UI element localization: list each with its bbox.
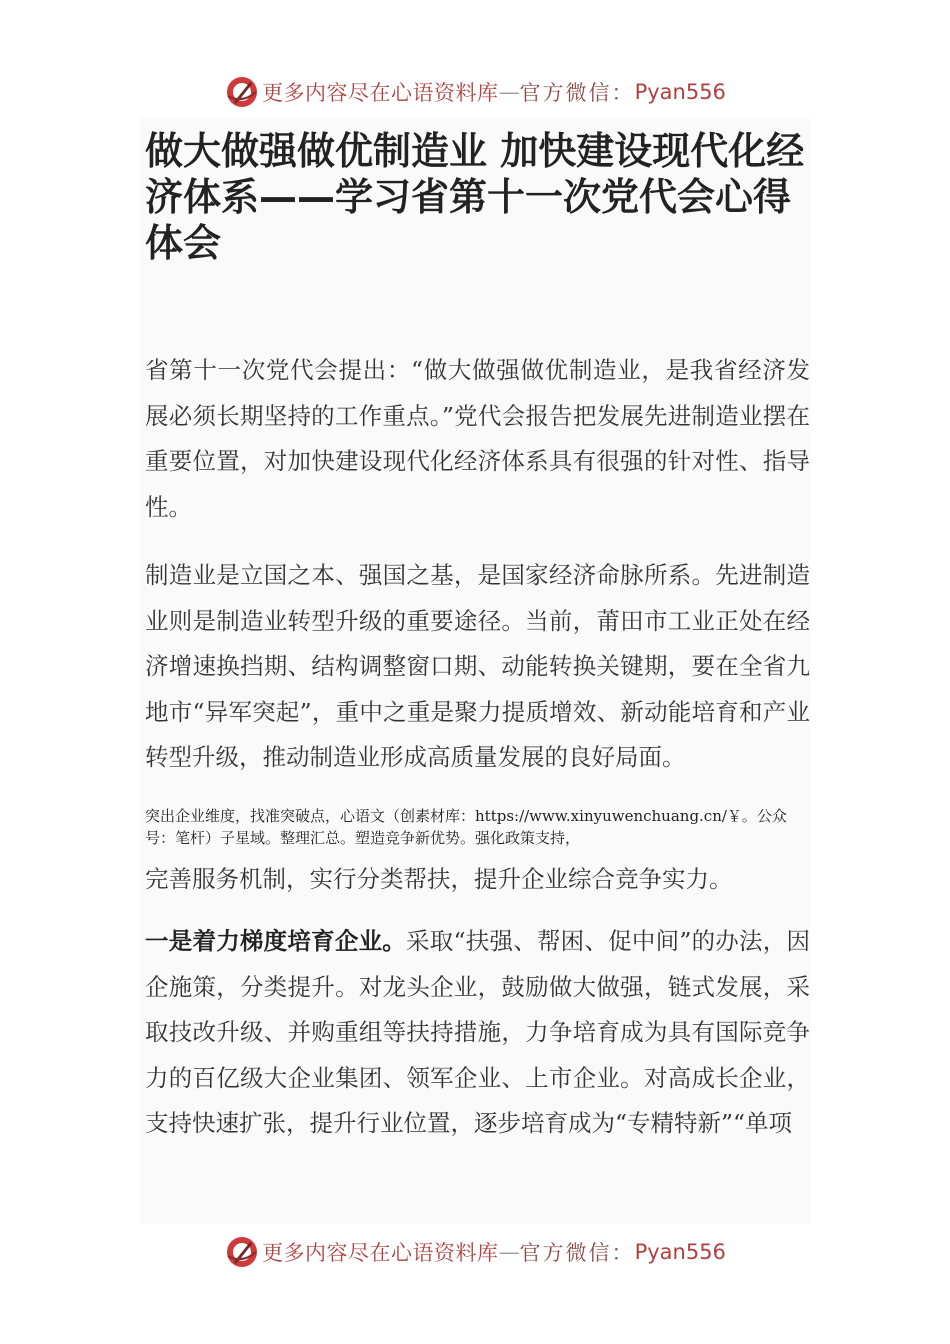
wechat-id: Pyan556 xyxy=(634,1240,726,1264)
banner-text: 更多内容尽在心语资料库 xyxy=(262,1241,499,1265)
banner-text: 更多内容尽在心语资料库 xyxy=(262,81,499,105)
footer-banner xyxy=(0,1232,950,1272)
paragraph-4-body: 采取“扶强、帮困、促中间”的办法，因企施策，分类提升。对龙头企业，鼓励做大做强，链式发展，采取技改升级、并购重组等扶持措施，力争培育成为具有国际竞争力的百亿级大企业集团、领军企业、上市企业。对高成长企业，支持快速扩张，提升行业位置，逐步培育成为“专精特新”“单项 xyxy=(145,927,811,1137)
paragraph-4 xyxy=(145,919,810,1147)
banner-separator: — xyxy=(498,80,520,104)
wechat-id: Pyan556 xyxy=(634,80,726,104)
banner-separator: — xyxy=(498,1240,520,1264)
wechat-label: 官方微信： xyxy=(519,1241,635,1265)
brand-logo-icon xyxy=(224,74,260,110)
source-note: 突出企业维度，找准突破点，心语文（创素材库：https://www.xinyuwenchuang.cn/￥。公众号：笔杆）子星域。整理汇总。塑造竞争新优势。强化政策支持， xyxy=(145,807,787,847)
paragraph-1: 省第十一次党代会提出：“做大做强做优制造业，是我省经济发展必须长期坚持的工作重点。”党代会报告把发展先进制造业摆在重要位置，对加快建设现代化经济体系具有很强的针对性、指导性。 xyxy=(145,356,810,521)
wechat-label: 官方微信： xyxy=(519,81,635,105)
paragraph-2: 制造业是立国之本、强国之基，是国家经济命脉所系。先进制造业则是制造业转型升级的重要途径。当前，莆田市工业正处在经济增速换挡期、结构调整窗口期、动能转换关键期，要在全省九地市“异军突起”，重中之重是聚力提质增效、新动能培育和产业转型升级，推动制造业形成高质量发展的良好局面。 xyxy=(145,561,810,771)
paragraph-3: 完善服务机制，实行分类帮扶，提升企业综合竞争实力。 xyxy=(145,865,733,893)
paragraph-4-lead: 一是着力梯度培育企业。 xyxy=(145,927,407,955)
document-title: 做大做强做优制造业 加快建设现代化经济体系——学习省第十一次党代会心得体会 xyxy=(145,129,805,265)
brand-logo-icon xyxy=(224,1234,260,1270)
header-banner xyxy=(0,72,950,112)
